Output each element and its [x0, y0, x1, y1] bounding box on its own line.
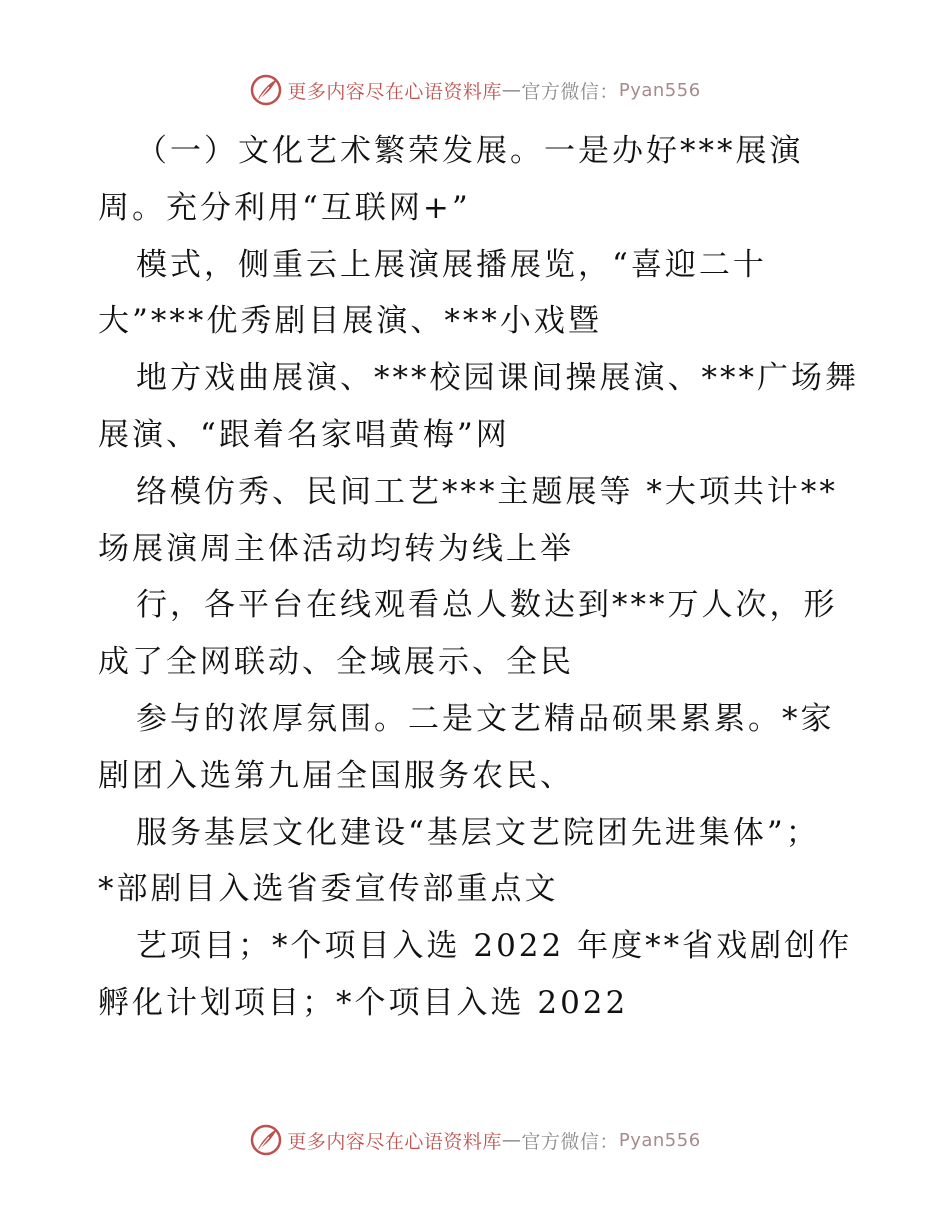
quill-pen-logo-icon — [249, 1123, 283, 1157]
body-line: *部剧目入选省委宣传部重点文 — [98, 871, 559, 908]
header-watermark — [0, 70, 950, 110]
body-line: 络模仿秀、民间工艺***主题展等 *大项共计** — [136, 473, 838, 510]
body-line: 剧团入选第九届全国服务农民、 — [98, 757, 574, 794]
body-line: 地方戏曲展演、***校园课间操展演、***广场舞 — [136, 360, 859, 397]
quill-pen-logo-icon — [249, 73, 283, 107]
body-line: 大”***优秀剧目展演、***小戏暨 — [98, 303, 602, 340]
body-line: 参与的浓厚氛围。二是文艺精品硕果累累。*家 — [136, 700, 835, 737]
watermark-label: 官方微信： — [521, 80, 619, 103]
watermark-separator: — — [501, 1129, 522, 1151]
body-line: 成了全网联动、全域展示、全民 — [98, 644, 574, 681]
watermark-wechat-id: Pyan556 — [618, 1129, 701, 1151]
document-body — [98, 123, 858, 1032]
body-line: 模式，侧重云上展演展播展览，“喜迎二十 — [136, 246, 767, 283]
footer-watermark — [0, 1120, 950, 1160]
body-line: 展演、“跟着名家唱黄梅”网 — [98, 416, 510, 453]
body-line: 服务基层文化建设“基层文艺院团先进集体”； — [136, 814, 820, 851]
watermark-brand: 更多内容尽在心语资料库 — [287, 80, 502, 103]
body-line: 行，各平台在线观看总人数达到***万人次，形 — [136, 587, 838, 624]
watermark-separator: — — [501, 79, 522, 101]
watermark-label: 官方微信： — [521, 1130, 619, 1153]
body-line: 周。充分利用“互联网+” — [98, 189, 471, 226]
body-line: （一）文化艺术繁荣发展。一是办好***展演 — [136, 133, 804, 169]
body-line: 场展演周主体活动均转为线上举 — [98, 530, 574, 567]
body-line: 孵化计划项目；*个项目入选 2022 — [98, 984, 629, 1021]
watermark-wechat-id: Pyan556 — [618, 79, 701, 101]
watermark-brand: 更多内容尽在心语资料库 — [287, 1130, 502, 1153]
body-line: 艺项目；*个项目入选 2022 年度**省戏剧创作 — [136, 928, 853, 965]
